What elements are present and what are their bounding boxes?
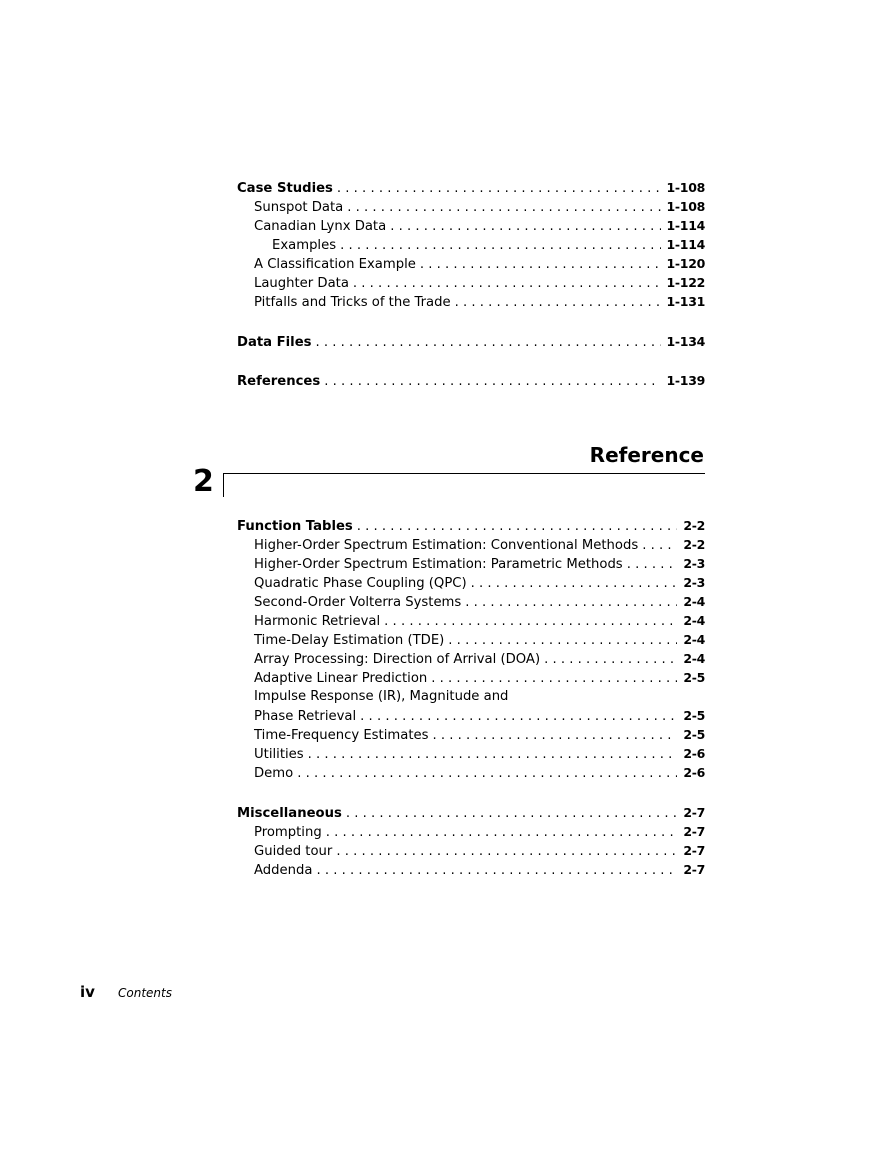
toc-entry[interactable] [237,744,705,763]
toc-entry[interactable] [237,178,705,197]
chapter-rule [223,473,705,474]
toc-entry-label: Miscellaneous [237,806,342,821]
toc-entry-label: Array Processing: Direction of Arrival (DOA) [254,652,541,667]
toc-leader-dots [336,842,677,861]
toc-entry-page: 2-5 [683,708,705,723]
toc-entry-label: Second-Order Volterra Systems [254,595,462,610]
toc-entry[interactable] [237,197,705,216]
toc-function-tables [237,516,705,782]
toc-references [237,371,705,390]
toc-leader-dots [360,707,677,726]
toc-entry-label: Impulse Response (IR), Magnitude and [254,689,509,704]
toc-entry-page: 1-120 [666,256,705,271]
toc-leader-dots [642,536,677,555]
toc-entry[interactable] [237,687,705,706]
toc-leader-dots [346,804,677,823]
toc-entry-page: 2-4 [683,613,705,628]
toc-entry[interactable] [237,235,705,254]
toc-leader-dots [340,236,660,255]
toc-leader-dots [353,274,661,293]
toc-entry[interactable] [237,592,705,611]
toc-entry-label: Laughter Data [254,276,349,291]
toc-entry-label: Function Tables [237,519,353,534]
toc-entry-page: 2-7 [683,843,705,858]
toc-entry[interactable] [237,649,705,668]
toc-case-studies [237,178,705,311]
toc-entry-label: Guided tour [254,844,333,859]
toc-entry-label: Harmonic Retrieval [254,614,381,629]
toc-entry-label: Time-Frequency Estimates [254,728,429,743]
toc-entry-page: 1-114 [666,218,705,233]
toc-entry[interactable] [237,292,705,311]
toc-leader-dots [465,593,677,612]
toc-leader-dots [431,669,677,688]
toc-entry-label: Higher-Order Spectrum Estimation: Conventional Methods [254,538,639,553]
toc-leader-dots [315,333,660,352]
toc-entry-page: 2-4 [683,632,705,647]
toc-entry-page: 2-7 [683,862,705,877]
toc-entry-page: 2-7 [683,824,705,839]
toc-entry-page: 1-114 [666,237,705,252]
toc-entry[interactable] [237,706,705,725]
toc-entry-label: Demo [254,766,294,781]
toc-leader-dots [316,861,677,880]
toc-data-files [237,332,705,351]
toc-entry[interactable] [237,273,705,292]
toc-entry-page: 2-3 [683,575,705,590]
toc-entry-page: 1-122 [666,275,705,290]
toc-leader-dots [308,745,678,764]
toc-entry-label: Sunspot Data [254,200,344,215]
toc-entry[interactable] [237,554,705,573]
toc-leader-dots [324,372,660,391]
toc-leader-dots [347,198,660,217]
toc-entry[interactable] [237,611,705,630]
toc-entry-page: 1-139 [666,373,705,388]
toc-leader-dots [420,255,661,274]
toc-entry-page: 2-2 [683,518,705,533]
toc-entry-label: References [237,374,321,389]
toc-entry-label: Time-Delay Estimation (TDE) [254,633,445,648]
toc-entry-page: 2-7 [683,805,705,820]
toc-entry[interactable] [237,668,705,687]
toc-entry-page: 1-134 [666,334,705,349]
toc-entry-page: 2-4 [683,651,705,666]
toc-entry-label: Data Files [237,335,312,350]
toc-entry[interactable] [237,630,705,649]
toc-entry-page: 2-5 [683,670,705,685]
toc-leader-dots [357,517,678,536]
toc-entry[interactable] [237,841,705,860]
chapter-title: Reference [589,443,704,467]
toc-leader-dots [448,631,677,650]
toc-leader-dots [471,574,678,593]
toc-entry[interactable] [237,763,705,782]
chapter-number: 2 [193,464,214,499]
chapter-vertical-rule [223,473,224,497]
toc-entry-label: Prompting [254,825,322,840]
toc-leader-dots [455,293,661,312]
toc-entry[interactable] [237,822,705,841]
toc-entry-label: Addenda [254,863,313,878]
toc-entry[interactable] [237,573,705,592]
toc-entry[interactable] [237,516,705,535]
toc-entry[interactable] [237,332,705,351]
toc-entry-label: Examples [272,238,337,253]
toc-leader-dots [337,179,661,198]
toc-entry[interactable] [237,254,705,273]
toc-entry-label: Higher-Order Spectrum Estimation: Parametric Methods [254,557,623,572]
toc-entry-page: 1-108 [666,180,705,195]
toc-entry[interactable] [237,216,705,235]
toc-entry-label: Canadian Lynx Data [254,219,387,234]
toc-entry[interactable] [237,535,705,554]
toc-leader-dots [390,217,660,236]
toc-leader-dots [384,612,677,631]
toc-entry-label: A Classification Example [254,257,416,272]
toc-entry-page: 2-2 [683,537,705,552]
toc-entry-page: 1-108 [666,199,705,214]
toc-entry-page: 2-6 [683,746,705,761]
footer-section-label: Contents [118,986,172,1000]
toc-entry-label: Quadratic Phase Coupling (QPC) [254,576,467,591]
toc-entry[interactable] [237,860,705,879]
toc-entry-page: 2-5 [683,727,705,742]
toc-entry[interactable] [237,371,705,390]
footer-page-number: iv [80,983,95,1001]
toc-entry[interactable] [237,725,705,744]
toc-leader-dots [297,764,677,783]
toc-leader-dots [326,823,678,842]
toc-leader-dots [432,726,677,745]
toc-miscellaneous [237,803,705,879]
toc-entry-label: Pitfalls and Tricks of the Trade [254,295,451,310]
toc-entry-page: 2-3 [683,556,705,571]
toc-entry-label: Utilities [254,747,304,762]
toc-entry-label: Phase Retrieval [254,709,357,724]
toc-leader-dots [544,650,677,669]
toc-entry-page: 2-6 [683,765,705,780]
toc-entry-page: 1-131 [666,294,705,309]
toc-entry-label: Adaptive Linear Prediction [254,671,428,686]
toc-entry-page: 2-4 [683,594,705,609]
toc-entry-label: Case Studies [237,181,333,196]
toc-entry[interactable] [237,803,705,822]
toc-leader-dots [627,555,678,574]
